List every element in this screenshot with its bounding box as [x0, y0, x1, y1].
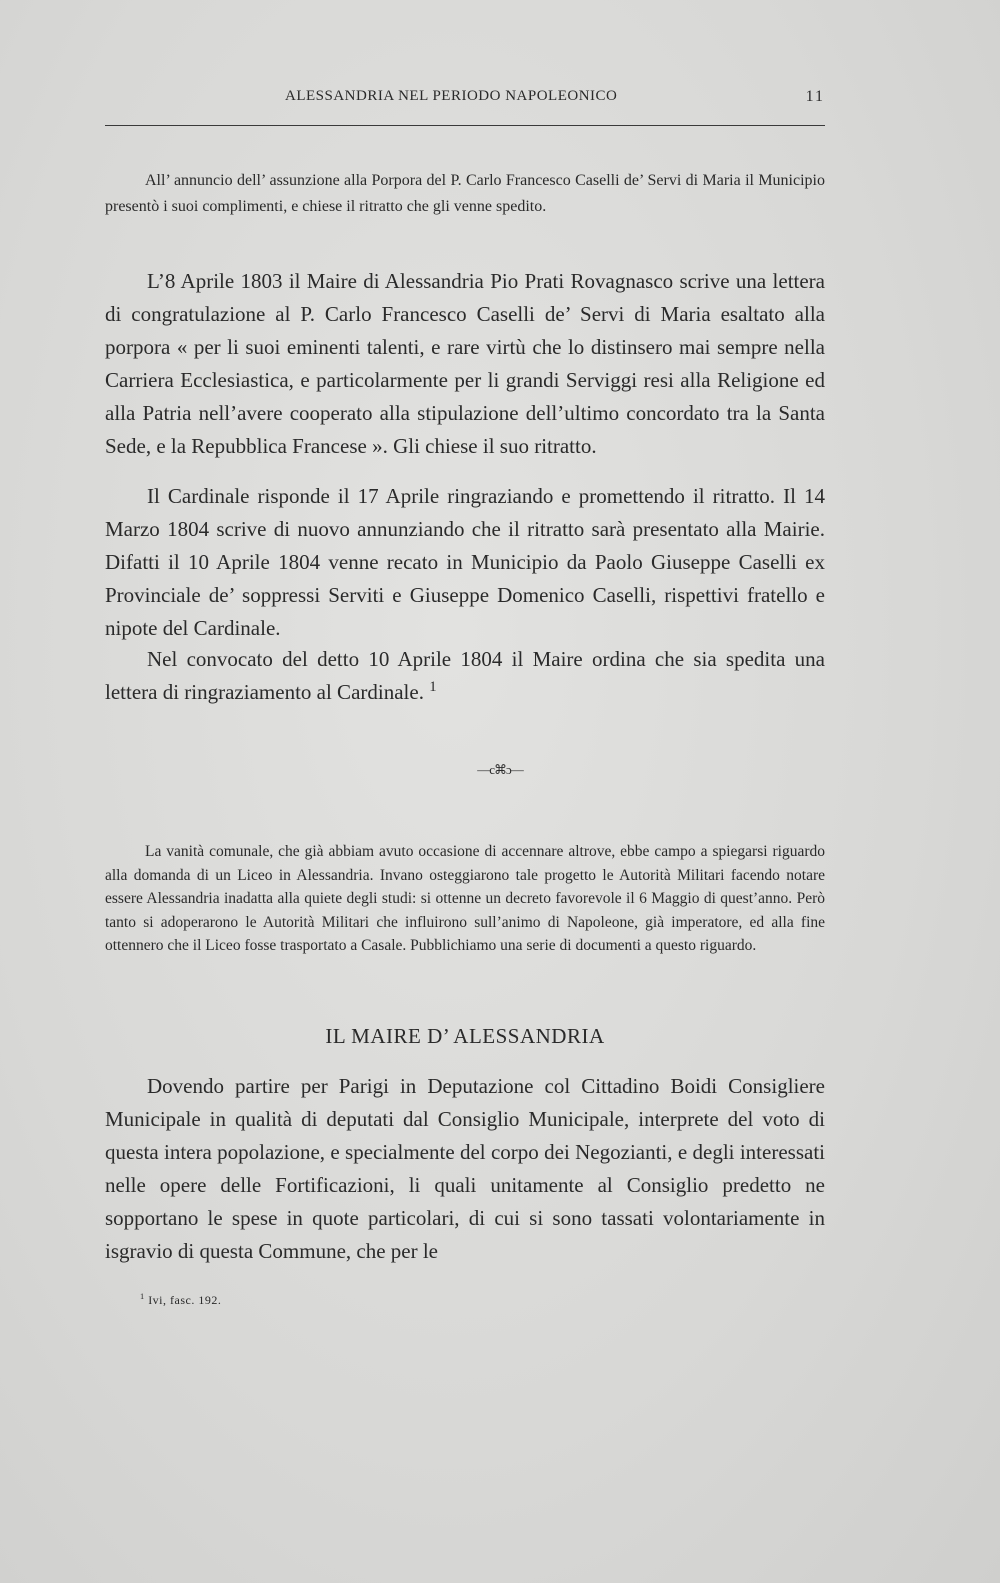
page-header: [105, 88, 825, 112]
paragraph-porpora-announcement: All’ annuncio dell’ assunzione alla Porpora del P. Carlo Francesco Caselli de’ Servi di Maria il Municipio presentò i suoi complimenti, e chiese il ritratto che gli venne spedito.: [105, 172, 825, 215]
footnote: [140, 1293, 221, 1308]
section-title: IL MAIRE D’ ALESSANDRIA: [325, 1024, 605, 1048]
header-rule: [105, 125, 825, 126]
running-title: ALESSANDRIA NEL PERIODO NAPOLEONICO: [285, 88, 618, 104]
paragraph-congratulation-letter: L’8 Aprile 1803 il Maire di Alessandria Pio Prati Rovagnasco scrive una lettera di congratulazione al P. Carlo Francesco Caselli de’ Servi di Maria esaltato alla porpora « per li suoi eminenti talenti, e rare virtù che lo distinsero mai sempre nella Carriera Ecclesiastica, e particolarmente per li grandi Serviggi resi alla Religione ed alla Patria nell’avere cooperato alla stipulazione dell’ultimo concordato tra la Santa Sede, e la Repubblica Francese ». Gli chiese il suo ritratto.: [105, 269, 825, 458]
paragraph-thanks-letter: [105, 643, 825, 709]
footnote-reference: 1: [429, 679, 437, 695]
page-number: 11: [805, 88, 825, 105]
paragraph-thanks-letter-text: Nel convocato del detto 10 Aprile 1804 il Maire ordina che sia spedita una lettera di ringraziamento al Cardinale.: [105, 647, 825, 704]
footnote-mark: 1: [140, 1292, 145, 1301]
paragraph-cardinal-reply: Il Cardinale risponde il 17 Aprile ringraziando e promettendo il ritratto. Il 14 Marzo 1804 scrive di nuovo annunziando che il ritratto sarà presentato alla Mairie. Difatti il 10 Aprile 1804 venne recato in Municipio da Paolo Giuseppe Caselli ex Provinciale de’ soppressi Serviti e Giuseppe Domenico Caselli, rispettivi fratello e nipote del Cardinale.: [105, 484, 825, 640]
section-ornament: —c⌘ɔ—: [477, 762, 523, 777]
paragraph-liceo-intro: La vanità comunale, che già abbiam avuto occasione di accennare altrove, ebbe campo a spiegarsi riguardo alla domanda di un Liceo in Alessandria. Invano osteggiarono tale progetto le Autorità Militari facendo notare essere Alessandria inadatta alla quiete degli studi: si ottenne un decreto favorevole il 6 Maggio di quest’anno. Però tanto si adoperarono le Autorità Militari che influirono sull’animo di Napoleone, già imperatore, ed alla fine ottennero che il Liceo fosse trasportato a Casale. Pubblichiamo una serie di documenti a questo riguardo.: [105, 843, 825, 954]
paragraph-maire-letter: Dovendo partire per Parigi in Deputazione col Cittadino Boidi Consigliere Municipale in qualità di deputati dal Consiglio Municipale, interprete del voto di questa intera popolazione, e specialmente del corpo dei Negozianti, e degli interessati nelle opere delle Fortificazioni, li quali unitamente al Consiglio predetto ne sopportano le spese in quote particolari, di cui si sono tassati volontariamente in isgravio di questa Commune, che per le: [105, 1074, 825, 1263]
footnote-text: Ivi, fasc. 192.: [148, 1293, 222, 1307]
